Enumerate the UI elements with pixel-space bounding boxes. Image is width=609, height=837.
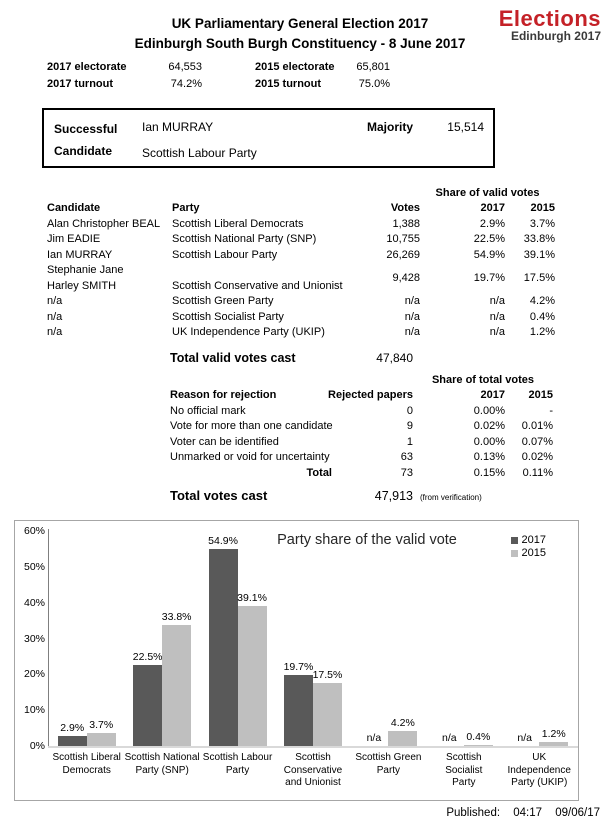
rejected-papers-value: 9 (406, 420, 413, 432)
published-label: Published: (446, 807, 501, 819)
successful-candidate-party: Scottish Labour Party (142, 146, 257, 160)
bar-2017 (58, 736, 87, 746)
electorate-turnout-stats (47, 59, 390, 93)
share-2015-value: 4.2% (529, 295, 555, 307)
x-axis-label: Scottish National Party (SNP) (124, 752, 200, 776)
y-axis-tick-label: 10% (23, 704, 45, 717)
candidate-name: n/a (47, 295, 63, 307)
rejection-total-row (170, 466, 553, 482)
electorate-2017-label: 2017 electorate (47, 61, 127, 73)
bar-unit-2015 (464, 531, 493, 746)
table-row (47, 263, 555, 294)
bar-value-label: n/a (442, 732, 457, 744)
rejected-papers-value: 1 (406, 435, 413, 448)
rejected-papers-column-header: Rejected papers (328, 389, 413, 401)
vote-share-chart (14, 520, 579, 801)
rejection-share-2015: - (549, 404, 553, 417)
electorate-2015-label: 2015 electorate (255, 61, 335, 73)
candidate-name: Alan Christopher BEAL (47, 217, 161, 230)
published-time: 04:17 (513, 807, 543, 819)
share-2015-value: 3.7% (529, 217, 555, 230)
share-of-valid-votes-header: Share of valid votes (435, 187, 540, 199)
bar-unit-2015 (313, 531, 342, 746)
bar-unit-2015 (539, 531, 568, 746)
share-2015-column-header: 2015 (530, 202, 555, 214)
rejection-share-2015: 0.01% (521, 420, 553, 432)
share-2015-value: 39.1% (523, 248, 555, 261)
candidate-name: Ian MURRAY (47, 248, 113, 261)
total-votes-cast-row (170, 488, 482, 503)
bar-group (351, 531, 426, 746)
party-name: Scottish National Party (SNP) (172, 233, 317, 245)
votes-value: 26,269 (386, 248, 420, 261)
bar-unit-2015 (388, 531, 417, 746)
share-2017-column-header: 2017 (480, 202, 505, 214)
x-axis-label: UK Independence Party (UKIP) (507, 752, 571, 788)
rejection-table (170, 373, 553, 481)
candidate-name: n/a (47, 326, 63, 338)
rejected-papers-value: 63 (400, 451, 413, 463)
bar-unit-2017 (209, 531, 238, 746)
successful-candidate-name: Ian MURRAY (142, 120, 214, 134)
x-axis-label: Scottish Liberal Democrats (52, 752, 121, 776)
rejection-table-body (170, 404, 553, 466)
table-row (47, 248, 555, 264)
rejection-reason: Vote for more than one candidate (170, 420, 333, 432)
bar-unit-2017 (284, 531, 313, 746)
candidate-name: n/a (47, 310, 63, 323)
total-votes-cast-label: Total votes cast (170, 488, 268, 503)
bar-2015 (87, 733, 116, 746)
published-date: 09/06/17 (555, 807, 600, 819)
bar-2015 (238, 606, 267, 746)
published-footer (446, 807, 600, 819)
table-row (47, 310, 555, 326)
bar-value-label: 3.7% (89, 718, 114, 731)
candidate-name: Stephanie Jane Harley SMITH (47, 264, 124, 292)
share-2015-value: 17.5% (523, 271, 555, 284)
bar-value-label: 4.2% (390, 716, 415, 729)
legend-label-2015: 2015 (521, 547, 546, 559)
reason-column-header: Reason for rejection (170, 389, 277, 401)
rejection-share-2017: 0.13% (473, 451, 505, 463)
results-table-body (47, 217, 555, 341)
rejection-row (170, 419, 553, 435)
candidate-name: Jim EADIE (47, 233, 101, 245)
share-2017-value: n/a (489, 310, 505, 323)
bar-unit-2015 (87, 531, 116, 746)
bar-unit-2017 (435, 531, 464, 746)
x-axis-label: Scottish Socialist Party (445, 752, 483, 788)
table-row (47, 232, 555, 248)
rejected-papers-value: 0 (406, 404, 413, 417)
chart-plot-area (49, 531, 577, 746)
majority-value: 15,514 (447, 120, 484, 134)
rejection-reason: No official mark (170, 404, 246, 417)
report-header (30, 14, 570, 54)
bar-value-label: 1.2% (541, 727, 566, 740)
party-name: Scottish Labour Party (172, 248, 278, 261)
rejection-total-label: Total (306, 466, 332, 479)
share-of-total-votes-header: Share of total votes (431, 374, 535, 386)
bar-group (49, 531, 124, 746)
x-axis-label: Scottish Green Party (355, 752, 422, 776)
stats-spacer (202, 76, 255, 93)
y-axis-tick-label: 30% (23, 632, 45, 645)
votes-value: n/a (404, 326, 420, 338)
total-valid-votes-row (170, 351, 413, 365)
votes-value: 1,388 (392, 217, 420, 230)
bar-2017 (133, 665, 162, 746)
y-axis-tick-label: 20% (23, 668, 45, 681)
share-2017-value: 54.9% (473, 248, 505, 261)
rejection-share-2015: 0.02% (521, 451, 553, 463)
bar-value-label: 17.5% (312, 669, 343, 682)
party-column-header: Party (172, 202, 200, 214)
turnout-2017-value: 74.2% (170, 78, 202, 90)
turnout-2017-label: 2017 turnout (47, 78, 114, 90)
successful-candidate-label: Successful Candidate (54, 122, 118, 158)
table-row (47, 325, 555, 341)
total-valid-votes-value: 47,840 (376, 351, 413, 365)
rejection-total-papers: 73 (400, 466, 413, 479)
bar-group (200, 531, 275, 746)
logo-wordmark: Elections (498, 6, 601, 31)
bar-group (502, 531, 577, 746)
bar-value-label: 22.5% (132, 651, 163, 664)
page-title: UK Parliamentary General Election 2017 (171, 16, 429, 31)
majority-label: Majority (367, 120, 414, 134)
chart-title: Party share of the valid vote (277, 532, 457, 548)
rejection-2017-column-header: 2017 (480, 389, 505, 401)
rejection-reason: Voter can be identified (170, 435, 279, 448)
rejection-header-first-cell (170, 388, 413, 404)
bar-unit-2017 (359, 531, 388, 746)
results-header-row (47, 201, 555, 217)
chart-baseline (48, 746, 578, 748)
party-name: Scottish Green Party (172, 295, 274, 307)
votes-column-header: Votes (390, 202, 420, 214)
bar-2015 (388, 731, 417, 746)
bar-value-label: 39.1% (237, 591, 267, 604)
bar-unit-2017 (58, 531, 87, 746)
votes-value: 9,428 (392, 271, 420, 284)
bar-value-label: n/a (517, 732, 533, 744)
results-table (47, 186, 555, 341)
party-name: Scottish Socialist Party (172, 310, 284, 323)
rejection-share-2017: 0.00% (473, 404, 505, 417)
share-2017-value: n/a (489, 326, 505, 338)
party-name: Scottish Liberal Democrats (172, 217, 304, 230)
bar-unit-2015 (162, 531, 191, 746)
bar-2017 (209, 549, 238, 746)
party-name: UK Independence Party (UKIP) (172, 326, 325, 338)
rejection-share-2017: 0.00% (473, 435, 505, 448)
page-subtitle: Edinburgh South Burgh Constituency - 8 June 2017 (134, 36, 466, 51)
share-2015-value: 1.2% (529, 326, 555, 338)
candidate-column-header: Candidate (47, 202, 101, 214)
bar-value-label: 0.4% (466, 730, 491, 743)
bar-value-label: 2.9% (60, 721, 85, 734)
bar-value-label: n/a (366, 732, 382, 744)
y-axis-tick-label: 40% (23, 596, 45, 609)
rejection-2015-column-header: 2015 (528, 389, 553, 401)
table-row (47, 294, 555, 310)
rejection-share-2017: 0.02% (473, 420, 505, 432)
total-valid-votes-label: Total valid votes cast (170, 351, 296, 365)
table-row (47, 217, 555, 233)
turnout-2015-label: 2015 turnout (255, 78, 322, 90)
y-axis-tick-label: 50% (23, 560, 45, 573)
rejection-reason: Unmarked or void for uncertainty (170, 451, 330, 463)
bar-2015 (162, 625, 191, 746)
electorate-2017-value: 64,553 (168, 61, 202, 73)
y-axis-tick-label: 0% (29, 740, 45, 752)
logo-subtitle: Edinburgh 2017 (510, 29, 601, 43)
bar-group (124, 531, 199, 746)
votes-value: n/a (404, 310, 420, 323)
bar-group (275, 531, 350, 746)
electorate-2015-value: 65,801 (356, 61, 390, 73)
bar-2015 (313, 683, 342, 746)
successful-candidate-box (42, 108, 495, 168)
rejection-row (170, 450, 553, 466)
share-2017-value: 19.7% (473, 271, 505, 284)
votes-value: n/a (404, 295, 420, 307)
bar-2017 (284, 675, 313, 746)
total-votes-cast-value: 47,913 (374, 489, 413, 503)
bar-value-label: 33.8% (161, 610, 192, 623)
chart-x-axis-labels (49, 752, 577, 790)
rejection-total-2017: 0.15% (473, 466, 505, 479)
share-2017-value: 2.9% (479, 217, 505, 230)
x-axis-label: Scottish Labour Party (202, 752, 273, 776)
verification-note: (from verification) (420, 493, 482, 502)
rejection-share-2015: 0.07% (521, 435, 553, 448)
share-2017-value: n/a (489, 295, 505, 307)
share-2015-value: 0.4% (529, 310, 555, 323)
bar-group (426, 531, 501, 746)
bar-value-label: 54.9% (208, 535, 238, 548)
votes-value: 10,755 (386, 233, 420, 245)
stats-spacer (202, 59, 255, 76)
bar-unit-2017 (133, 531, 162, 746)
rejection-row (170, 435, 553, 451)
rejection-total-2015: 0.11% (522, 466, 553, 479)
share-2017-value: 22.5% (473, 233, 505, 245)
bar-unit-2015 (238, 531, 267, 746)
party-name: Scottish Conservative and Unionist (172, 279, 343, 292)
legend-label-2017: 2017 (521, 534, 546, 546)
x-axis-label: Scottish Conservative and Unionist (283, 752, 343, 788)
rejection-header-row (170, 388, 553, 404)
elections-logo (499, 8, 601, 43)
share-2015-value: 33.8% (523, 233, 555, 245)
turnout-2015-value: 75.0% (358, 78, 390, 90)
rejection-row (170, 404, 553, 420)
y-axis-tick-label: 60% (23, 525, 45, 537)
bar-unit-2017 (510, 531, 539, 746)
bar-value-label: 19.7% (283, 661, 314, 674)
